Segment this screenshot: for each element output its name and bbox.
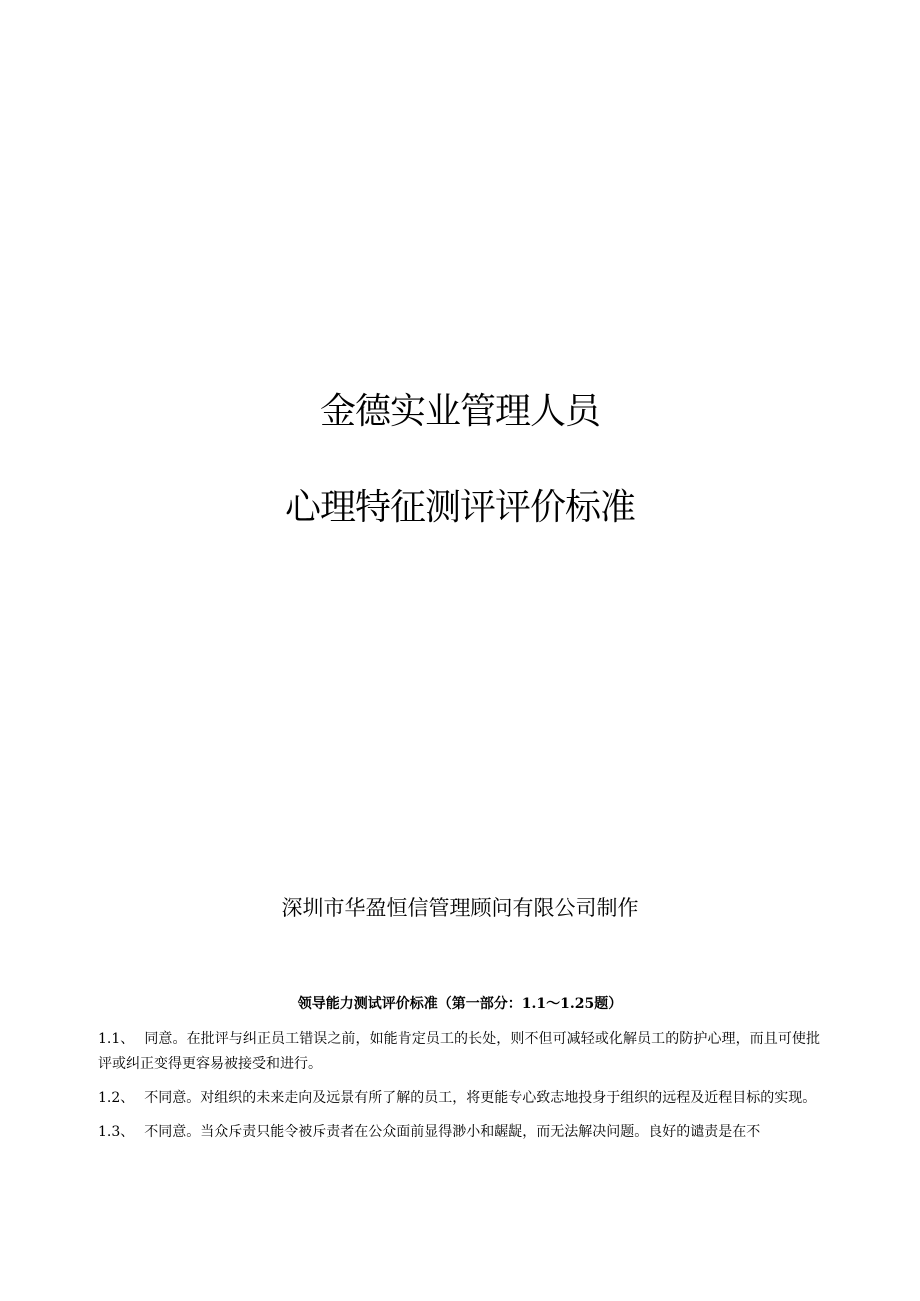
paragraph-number: 1.3、 [98,1124,135,1140]
section-heading: 领导能力测试评价标准（第一部分：1.1～1.25题） [297,996,623,1012]
paragraph-number: 1.1、 [98,1031,135,1047]
paragraph-1-1 [98,1027,820,1077]
paragraph-text: 同意。在批评与纠正员工错误之前，如能肯定员工的长处，则不但可减轻或化解员工的防护心理，而且可使批评或纠正变得更容易被接受和进行。 [98,1031,820,1072]
paragraph-text: 不同意。对组织的未来走向及远景有所了解的员工，将更能专心致志地投身于组织的远程及近程目标的实现。 [144,1090,817,1106]
cover-title-line-2: 心理特征测评评价标准 [284,487,635,528]
company-credit: 深圳市华盈恒信管理顾问有限公司制作 [281,896,639,920]
paragraph-1-3 [98,1120,820,1145]
evaluation-paragraphs [98,1027,820,1154]
paragraph-1-2 [98,1086,820,1111]
cover-title-line-1: 金德实业管理人员 [319,391,600,432]
paragraph-text: 不同意。当众斥责只能令被斥责者在公众面前显得渺小和龌龊，而无法解决问题。良好的谴责是在不 [144,1124,761,1140]
paragraph-number: 1.2、 [98,1090,135,1106]
